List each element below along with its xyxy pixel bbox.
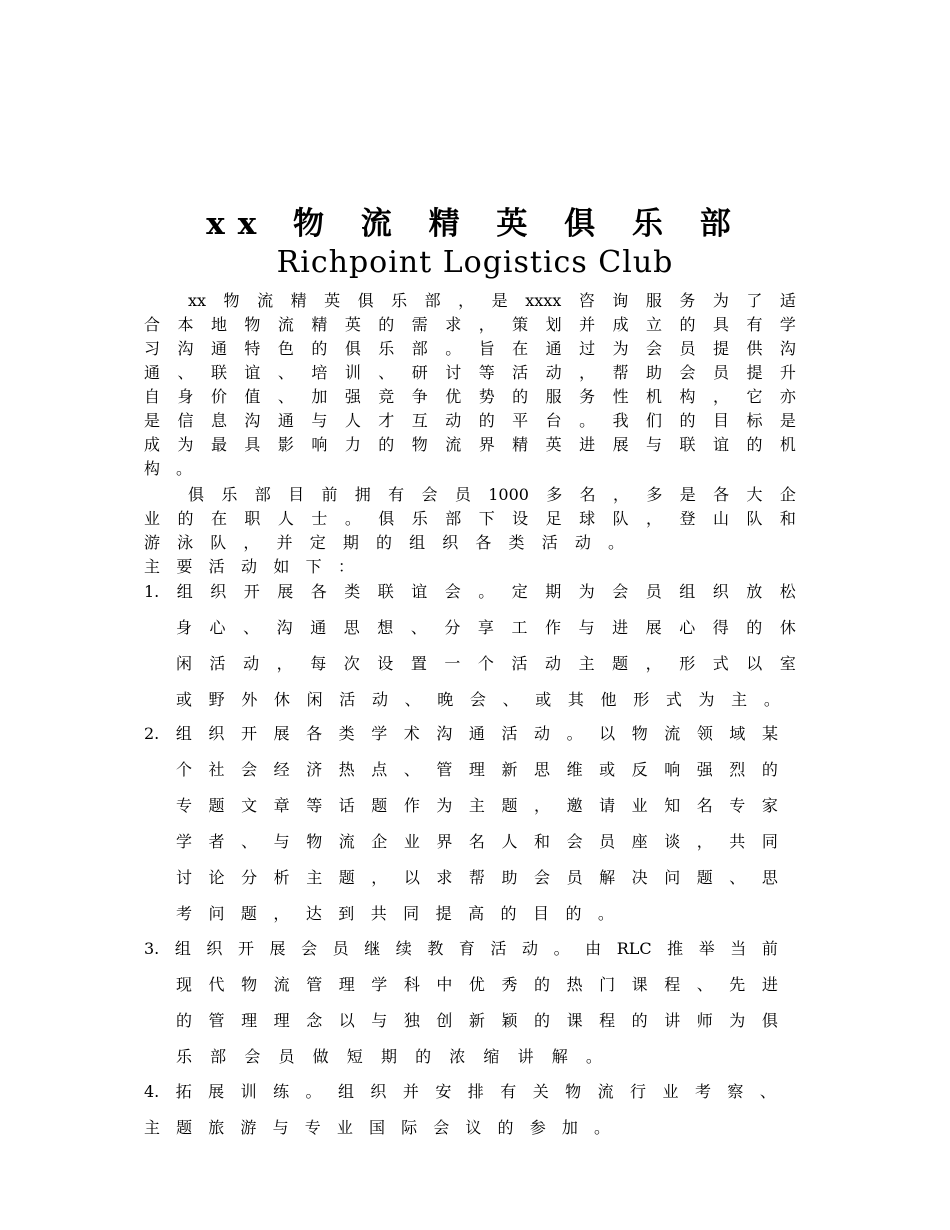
text-line-item2-6: 考 问 题 ， 达 到 共 同 提 高 的 目 的 。 [176,904,614,923]
text-line-item2-4: 学 者 、 与 物 流 企 业 界 名 人 和 会 员 座 谈 ， 共 同 [176,832,778,851]
text-line-item2-2: 个 社 会 经 济 热 点 、 管 理 新 思 维 或 反 响 强 烈 的 [176,760,778,779]
text-line-activities-heading: 主 要 活 动 如 下 ： [144,557,354,576]
text-line-intro-6: 是 信 息 沟 通 与 人 才 互 动 的 平 台 。 我 们 的 目 标 是 [144,411,796,430]
text-line-item3-1: 3. 组 织 开 展 会 员 继 续 教 育 活 动 。 由 RLC 推 举 当 前 [144,939,778,958]
text-line-item3-2: 现 代 物 流 管 理 学 科 中 优 秀 的 热 门 课 程 、 先 进 [176,975,778,994]
text-line-item4-2: 主 题 旅 游 与 专 业 国 际 会 议 的 参 加 。 [144,1118,610,1137]
text-line-intro-1: xx 物 流 精 英 俱 乐 部 ， 是 xxxx 咨 询 服 务 为 了 适 [188,291,796,310]
text-line-item2-5: 讨 论 分 析 主 题 ， 以 求 帮 助 会 员 解 决 问 题 、 思 [176,868,778,887]
text-line-intro-4: 通 、 联 谊 、 培 训 、 研 讨 等 活 动 ， 帮 助 会 员 提 升 [144,363,796,382]
text-line-intro-3: 习 沟 通 特 色 的 俱 乐 部 。 旨 在 通 过 为 会 员 提 供 沟 [144,339,796,358]
document-title-english: Richpoint Logistics Club [276,245,674,280]
text-line-intro-8: 构 。 [144,459,193,478]
text-line-item3-4: 乐 部 会 员 做 短 期 的 浓 缩 讲 解 。 [176,1047,602,1066]
document-title-chinese: xx 物 流 精 英 俱 乐 部 [206,206,744,242]
text-line-item4-1: 4. 拓 展 训 练 。 组 织 并 安 排 有 关 物 流 行 业 考 察 、 [144,1082,776,1101]
text-line-item1-4: 或 野 外 休 闲 活 动 、 晚 会 、 或 其 他 形 式 为 主 。 [176,690,780,709]
text-line-intro-2: 合 本 地 物 流 精 英 的 需 求 ， 策 划 并 成 立 的 具 有 学 [144,315,796,334]
text-line-item1-1: 1. 组 织 开 展 各 类 联 谊 会 。 定 期 为 会 员 组 织 放 松 [144,582,796,601]
text-line-item2-3: 专 题 文 章 等 话 题 作 为 主 题 ， 邀 请 业 知 名 专 家 [176,796,778,815]
text-line-item1-2: 身 心 、 沟 通 思 想 、 分 享 工 作 与 进 展 心 得 的 休 [176,618,796,637]
text-line-intro-7: 成 为 最 具 影 响 力 的 物 流 界 精 英 进 展 与 联 谊 的 机 [144,435,796,454]
text-line-item1-3: 闲 活 动 ， 每 次 设 置 一 个 活 动 主 题 ， 形 式 以 室 [176,654,796,673]
text-line-members-3: 游 泳 队 ， 并 定 期 的 组 织 各 类 活 动 。 [144,533,624,552]
text-line-members-2: 业 的 在 职 人 士 。 俱 乐 部 下 设 足 球 队 ， 登 山 队 和 [144,509,796,528]
text-line-item3-3: 的 管 理 理 念 以 与 独 创 新 颖 的 课 程 的 讲 师 为 俱 [176,1011,778,1030]
text-line-item2-1: 2. 组 织 开 展 各 类 学 术 沟 通 活 动 。 以 物 流 领 域 某 [144,724,778,743]
text-line-intro-5: 自 身 价 值 、 加 强 竞 争 优 势 的 服 务 性 机 构 ， 它 亦 [144,387,796,406]
text-line-members-1: 俱 乐 部 目 前 拥 有 会 员 1000 多 名 ， 多 是 各 大 企 [188,485,796,504]
